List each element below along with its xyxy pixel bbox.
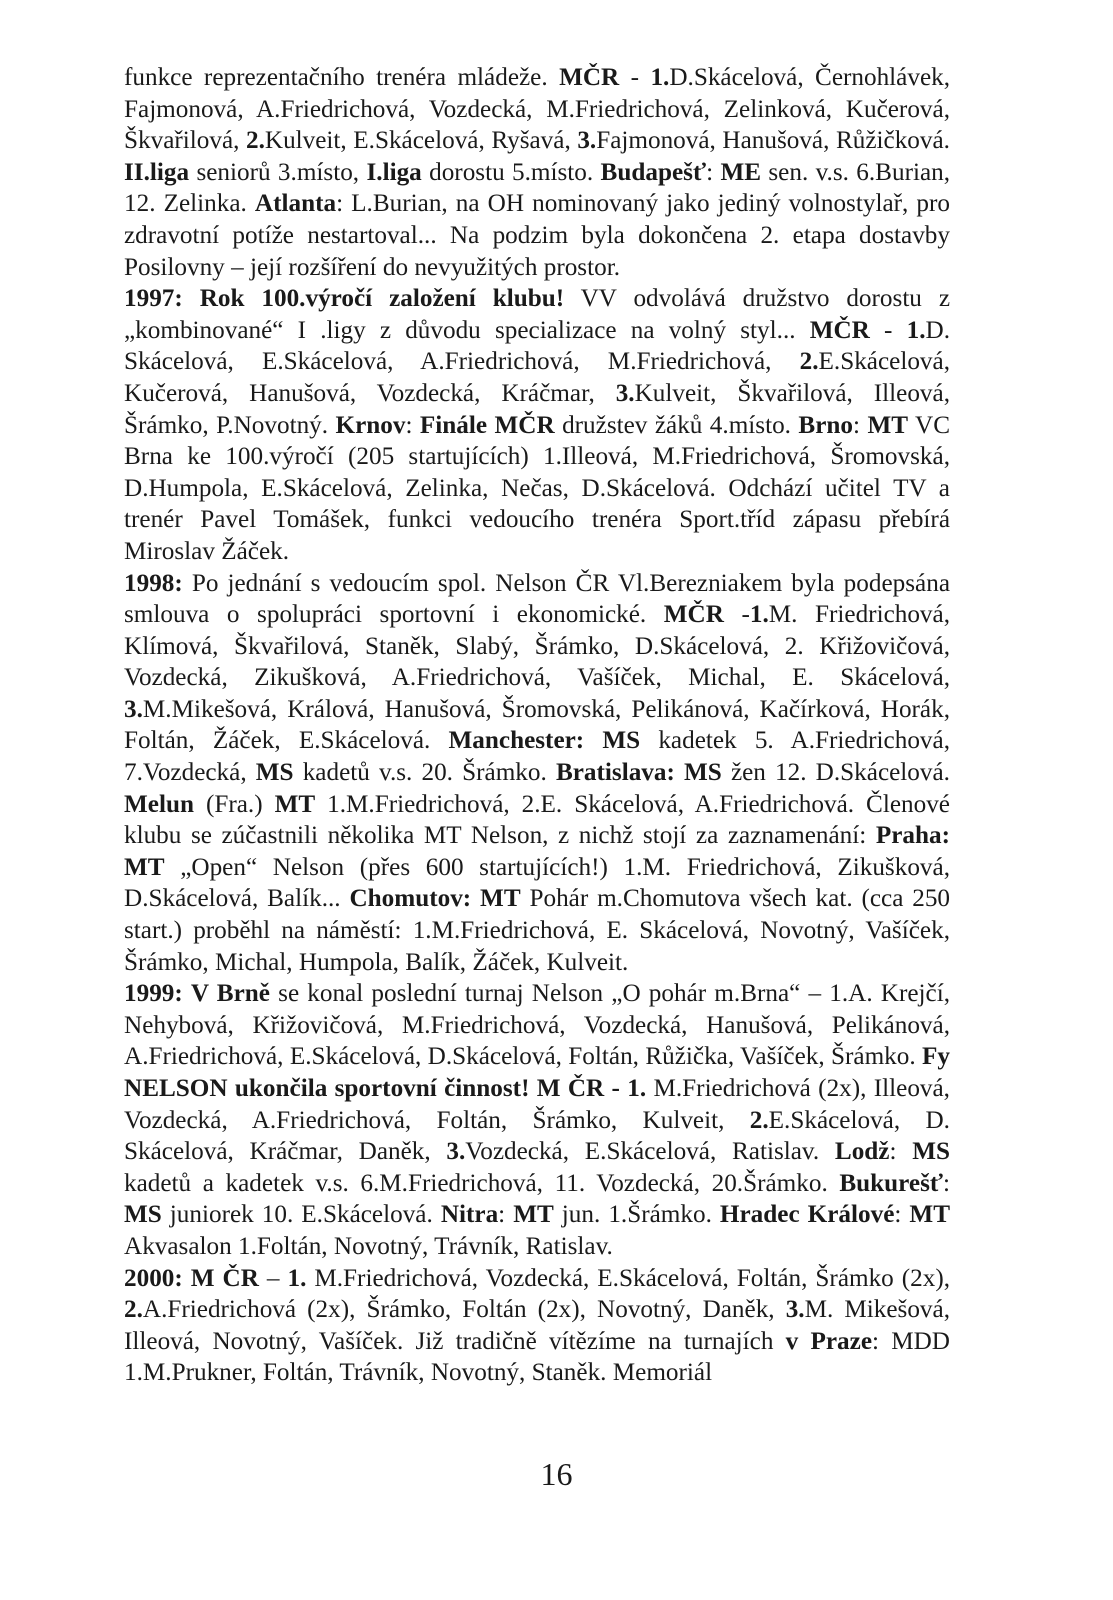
text-run: : [894,1201,910,1229]
bold-text-run: Praha: MT [124,822,950,881]
bold-text-run: 2. [749,1106,769,1134]
text-run: - [723,601,750,629]
text-run: E.Skácelová, D. Skácelová, Kráčmar, Daněk, [124,1106,950,1166]
bold-text-run: II.liga [124,158,190,186]
paragraph-1998 [124,568,950,979]
bold-text-run: MČR [809,316,870,344]
bold-text-run: MČR [663,601,724,629]
bold-text-run: Fy NELSON ukončila sportovní činnost! M ČR - 1. [124,1043,950,1102]
bold-text-run: Krnov [335,411,406,439]
text-run: VC Brna ke 100.výročí (205 startujících) 1.Illeová, M.Friedrichová, Šromovská, D.Humpola, E.Skácelová, Zelinka, Nečas, D.Skácelová. Odchází učitel TV a trenér Pavel Tomášek, funkci vedoucího trenéra Sport.tříd zápasu přebírá Miroslav Žáček. [124,411,950,565]
text-run: : [405,411,420,439]
bold-text-run: V Brně [190,980,270,1008]
text-run: Po jednání s vedoucím spol. Nelson ČR Vl.Berezniakem byla podepsána smlouva o spolupráci sportovní i ekonomické. [124,569,950,629]
bold-text-run: 1. [287,1264,307,1292]
text-run: : [889,1138,913,1166]
bold-text-run: Chomutov: MT [349,885,521,913]
bold-text-run: M ČR [190,1264,259,1292]
text-run: družstev žáků 4.místo. [554,411,799,439]
bold-text-run: MS [124,1201,162,1229]
bold-text-run: 2000: [124,1264,183,1292]
text-run: Kulveit, Škvařilová, Illeová, Šrámko, P.Novotný. [124,379,950,439]
text-run: kadetů a kadetek v.s. 6.M.Friedrichová, 11. Vozdecká, 20.Šrámko. [124,1169,840,1197]
paragraph-1997 [124,283,950,567]
text-run: dorostu 5.místo. [421,158,601,186]
bold-text-run: 2. [799,348,819,376]
text-run: „Open“ Nelson (přes 600 startujících!) 1.M. Friedrichová, Zikušková, D.Skácelová, Balík... [124,853,950,913]
bold-text-run: Brno [798,411,854,439]
bold-text-run: Nitra [440,1201,499,1229]
bold-text-run: MČR [559,64,620,91]
paragraph-2000 [124,1263,950,1389]
text-run: Vozdecká, E.Skácelová, Ratislav. [465,1138,835,1166]
text-run: : [498,1201,514,1229]
text-run [183,285,200,312]
text-run: M. Friedrichová, Klímová, Škvařilová, Staněk, Slabý, Šrámko, D.Skácelová, 2. Křižovičová, Vozdecká, Zikušková, A.Friedrichová, Vašíček, Michal, E. Skácelová, [124,601,951,692]
bold-text-run: 3. [577,127,597,155]
text-run: M.Friedrichová (2x), Illeová, Vozdecká, A.Friedrichová, Foltán, Šrámko, Kulveit, [124,1075,950,1134]
bold-text-run: MS [255,759,294,787]
bold-text-run: Rok 100.výročí založení klubu! [199,285,565,313]
bold-text-run: Finále MČR [419,411,555,439]
text-run: D. Skácelová, E.Skácelová, A.Friedrichová, M.Friedrichová, [124,316,950,376]
bold-text-run: 1998: [124,569,183,597]
bold-text-run: 1. [650,64,670,91]
paragraph-1999 [124,978,950,1262]
text-run: – [258,1264,288,1292]
text-run: - [869,316,907,344]
bold-text-run: Lodž [834,1138,890,1166]
text-run: A.Friedrichová (2x), Šrámko, Foltán (2x), Novotný, Daněk, [142,1296,786,1324]
text-run: Pohár m.Chomutova všech kat. (cca 250 start.) proběhl na náměstí: 1.M.Friedrichová, E. Skácelová, Novotný, Vašíček, Šrámko, Michal, Humpola, Balík, Žáček, Kulveit. [124,885,951,976]
bold-text-run: Budapešť [600,158,707,186]
page-number: 16 [540,1456,573,1492]
bold-text-run: MT [909,1201,950,1229]
bold-text-run: I.liga [366,158,422,186]
text-run: se konal poslední turnaj Nelson „O pohár m.Brna“ – 1.A. Krejčí, Nehybová, Křižovičová, M.Friedrichová, Vozdecká, Hanušová, Pelikánová, A.Friedrichová, E.Skácelová, D.Skácelová, Foltán, Růžička, Vašíček, Šrámko. [124,980,950,1071]
text-run: M.Mikešová, Králová, Hanušová, Šromovská, Pelikánová, Kačírková, Horák, Foltán, Žáček, E.Skácelová. [124,695,950,755]
text-run: M.Friedrichová, Vozdecká, E.Skácelová, Foltán, Šrámko (2x), [306,1264,951,1292]
text-run: Akvasalon 1.Foltán, Novotný, Trávník, Ratislav. [124,1232,613,1260]
bold-text-run: 1997: [124,285,183,313]
text-run: VV odvolává družstvo dorostu z „kombinované“ I .ligy z důvodu specializace na volný styl... [124,285,951,344]
bold-text-run: 2. [245,127,265,155]
text-run: M. Mikešová, Illeová, Novotný, Vašíček. Již tradičně vítězíme na turnajích [124,1296,950,1355]
text-run: 1.M.Friedrichová, 2.E. Skácelová, A.Friedrichová. Členové klubu se zúčastnili několika MT Nelson, z nichž stojí za zaznamenání: [124,790,950,850]
bold-text-run: 1999: [124,980,183,1008]
text-run: - [619,64,651,91]
bold-text-run: 3. [785,1296,805,1324]
bold-text-run: Melun [124,790,194,818]
text-run: juniorek 10. E.Skácelová. [161,1201,441,1229]
text-run: E.Skácelová, Kučerová, Hanušová, Vozdecká, Kráčmar, [124,348,950,407]
text-run: Fajmonová, Hanušová, Růžičková. [596,127,950,155]
text-run: : [853,411,868,439]
bold-text-run: 3. [124,695,143,723]
bold-text-run: 3. [446,1138,466,1166]
bold-text-run: Hradec Králové [719,1201,895,1229]
bold-text-run: 2. [124,1296,143,1324]
bold-text-run: 1. [749,601,769,629]
bold-text-run: Bukurešť [839,1169,943,1197]
bold-text-run: MT [274,790,316,818]
text-run [183,1265,191,1292]
text-run: Kulveit, E.Skácelová, Ryšavá, [264,127,578,155]
text-run: D.Skácelová, Černohlávek, Fajmonová, A.Friedrichová, Vozdecká, M.Friedrichová, Zelinková, Kučerová, Škvařilová, [124,64,951,155]
bold-text-run: MT [513,1201,554,1229]
text-run: : L.Burian, na OH nominovaný jako jediný volnostylař, pro zdravotní potíže nestartoval... Na podzim byla dokončena 2. etapa dostavby Posilovny – její rozšíření do nevyužitých prostor. [124,190,950,281]
text-run: seniorů 3.místo, [189,158,367,186]
document-body [124,62,950,1389]
text-run: kadetek 5. A.Friedrichová, 7.Vozdecká, [124,727,950,787]
text-run: funkce reprezentačního trenéra mládeže. [124,64,560,91]
bold-text-run: Atlanta [254,190,337,218]
bold-text-run: 3. [615,379,635,407]
text-run: žen 12. D.Skácelová. [721,759,950,787]
text-run: : [706,158,721,186]
bold-text-run: 1. [906,316,926,344]
text-run: jun. 1.Šrámko. [553,1201,720,1229]
text-run: kadetů v.s. 20. Šrámko. [293,759,556,787]
text-run: (Fra.) [193,790,275,818]
paragraph-1996-continued [124,62,950,283]
bold-text-run: MT [867,411,909,439]
text-run: : MDD 1.M.Prukner, Foltán, Trávník, Novotný, Staněk. Memoriál [124,1327,950,1387]
bold-text-run: v Praze [785,1327,872,1355]
bold-text-run: ME [720,158,762,186]
bold-text-run: Bratislava: MS [555,759,722,787]
bold-text-run: Manchester: MS [448,727,641,755]
text-run: : [943,1169,950,1197]
bold-text-run: MS [912,1138,951,1166]
text-run: sen. v.s. 6.Burian, 12. Zelinka. [124,158,951,218]
text-run [183,980,191,1007]
